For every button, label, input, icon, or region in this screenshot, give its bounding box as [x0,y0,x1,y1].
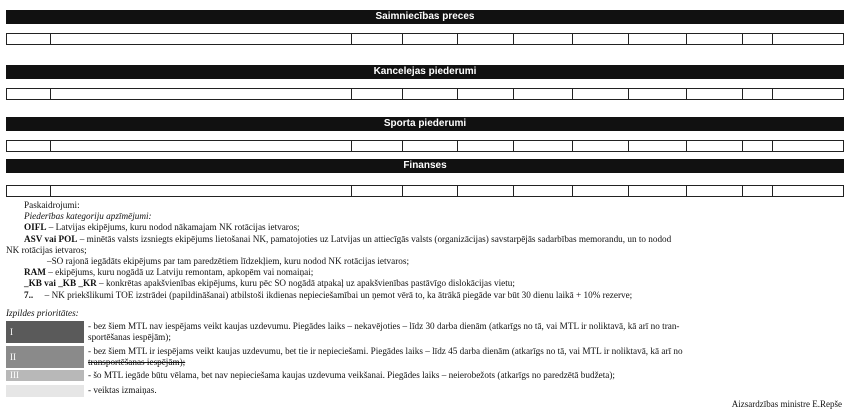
priority-label: III [6,370,84,381]
priority-row: I - bez šiem MTL nav iespējams veikt kaujas uzdevumu. Piegādes laiks – nekavējoties – līdz 30 darba dienām (atkarīgs no tā, vai MTL ir noliktavā, kā arī no tran- sportēšanas iespējām); [6,321,844,343]
priority-label [6,385,84,397]
section-finance [6,159,844,197]
note-line: ASV vai POL – minētās valsts izsniegts ekipējums lietošanai NK, pamatojoties uz Latvijas un attiecīgās valsts (organizācijas) savstarpējās sadarbības memorandu, un to nodod [24,233,672,244]
priorities [6,308,844,397]
table-row [6,140,844,152]
note-line: OIFL – Latvijas ekipējums, kuru nodod nākamajam NK rotācijas ietvaros; [24,222,300,233]
signature: Aizsardzības ministre E.Repše [731,399,842,409]
priority-row: II - bez šiem MTL ir iespējams veikt kaujas uzdevumu, bet tie ir nepieciešami. Piegādes laiks – līdz 45 darba dienām (atkarīgs no tā, vai MTL ir noliktavā, kā arī no transportēšanas iespējām); [6,346,844,368]
section-title: Sporta piederumi [6,117,844,131]
notes [6,200,844,301]
section-household [6,10,844,45]
notes-subheading: Piederības kategoriju apzīmējumi: [24,211,152,222]
priority-label: I [6,321,84,343]
section-sports [6,117,844,152]
priority-row: III - šo MTL iegāde būtu vēlama, bet nav nepieciešama kaujas uzdevuma veikšanai. Piegādes laiks – neierobežots (atkarīgs no paredzētā budžeta); [6,370,844,381]
section-title: Kancelejas piederumi [6,65,844,79]
priority-label: II [6,346,84,368]
table-row [6,88,844,100]
priorities-heading: Izpildes prioritātes: [6,308,79,318]
note-line: _KB vai _KB _KR – konkrētas apakšvienības ekipējums, kuru pēc SO nogādā atpakaļ uz apakšvienības pastāvīgo dislokācijas vietu; [24,278,515,289]
table-row [6,185,844,197]
note-line: –SO rajonā iegādāts ekipējums par tam paredzētiem līdzekļiem, kuru nodod NK rotācijas ietvaros; [24,256,409,267]
priority-row: - veiktas izmaiņas. [6,385,844,397]
table-row [6,33,844,45]
section-title: Finanses [6,159,844,173]
notes-heading: Paskaidrojumi: [24,200,80,210]
note-line: RAM – ekipējums, kuru nogādā uz Latviju remontam, apkopēm vai nomaiņai; [24,267,314,278]
note-line: NK rotācijas ietvaros; [6,244,87,255]
note-line: 7.. – NK priekšlikumi TOE izstrādei (papildināšanai) atbilstoši ikdienas nepieciešamībai un ņemot vērā to, ka ātrākā piegāde var būt 30 dienu laikā + 10% rezerve; [24,289,633,300]
section-title: Saimniecības preces [6,10,844,24]
section-office [6,65,844,100]
